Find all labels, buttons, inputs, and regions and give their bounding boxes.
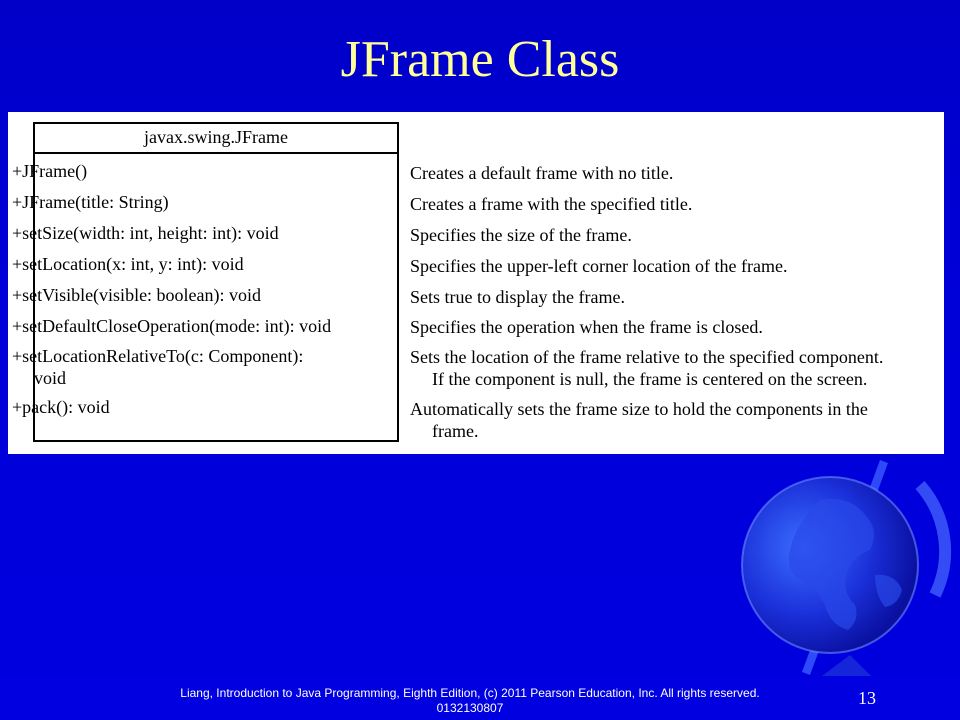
footer-credit: Liang, Introduction to Java Programming, Eighth Edition, (c) 2011 Pearson Education, Inc. All rights reserved. 0132130807 [180,686,760,715]
desc-pack-line1: Automatically sets the frame size to hold the components in the [410,399,868,419]
desc-setlocationrelativeto [410,346,883,390]
uml-class-name: javax.swing.JFrame [35,124,397,154]
method-setlocation: +setLocation(x: int, y: int): void [12,254,244,274]
method-setsize: +setSize(width: int, height: int): void [12,223,279,243]
desc-jframe: Creates a default frame with no title. [410,163,674,183]
method-setlocationrelativeto [12,345,303,389]
page-number: 13 [858,688,876,708]
method-setdefaultcloseoperation: +setDefaultCloseOperation(mode: int): void [12,316,332,336]
method-jframe-title: +JFrame(title: String) [12,192,169,212]
desc-setlocationrelativeto-line2: If the component is null, the frame is centered on the screen. [432,369,868,389]
method-setvisible: +setVisible(visible: boolean): void [12,285,262,305]
desc-setlocation: Specifies the upper-left corner location of the frame. [410,256,788,276]
desc-setsize: Specifies the size of the frame. [410,225,632,245]
slide-title: JFrame Class [340,31,620,88]
method-jframe: +JFrame() [12,161,88,181]
method-setlocationrelativeto-line1: +setLocationRelativeTo(c: Component): [12,346,304,366]
desc-setlocationrelativeto-line1: Sets the location of the frame relative to the specified component. [410,347,884,367]
globe-icon [730,455,960,685]
desc-pack-line2: frame. [432,421,479,441]
uml-class-box [33,122,399,442]
desc-setdefaultcloseoperation: Specifies the operation when the frame is closed. [410,317,763,337]
desc-pack [410,398,868,442]
method-setlocationrelativeto-line2: void [34,368,67,388]
desc-jframe-title: Creates a frame with the specified title. [410,194,693,214]
desc-setvisible: Sets true to display the frame. [410,287,625,307]
uml-panel [8,112,944,454]
method-pack: +pack(): void [12,397,110,417]
